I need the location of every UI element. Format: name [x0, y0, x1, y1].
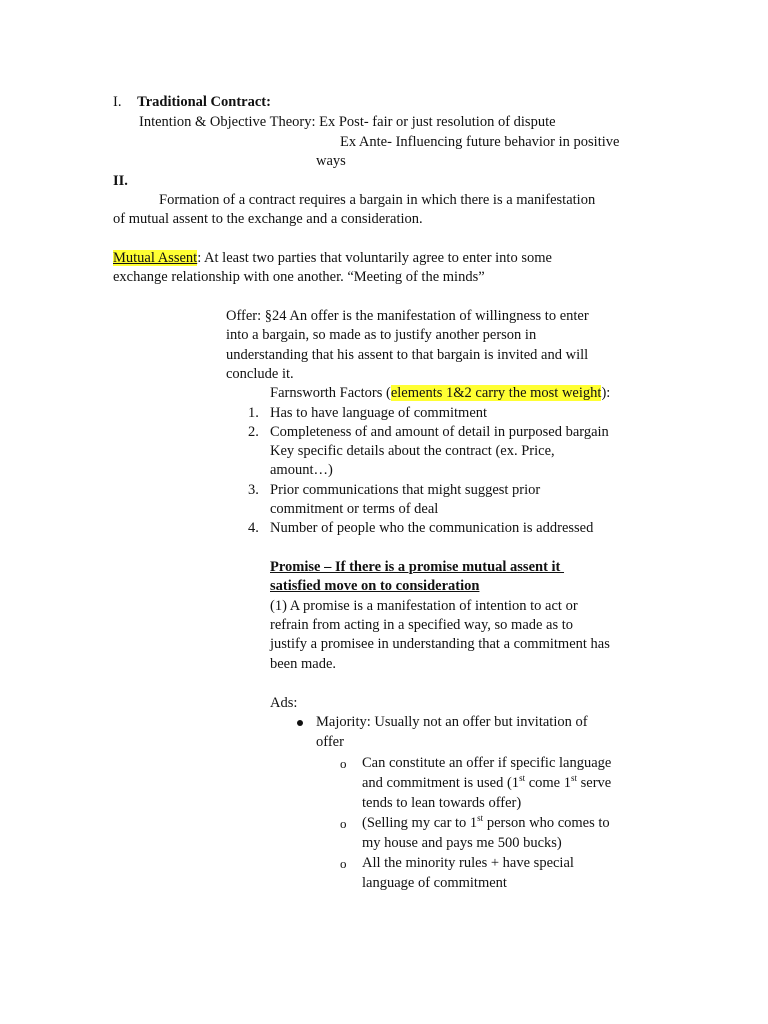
promise-definition-line-4: been made.	[270, 656, 337, 672]
theory-line-2: Ex Ante- Influencing future behavior in positive	[340, 134, 620, 150]
farnsworth-label: Farnsworth Factors (	[270, 385, 391, 401]
offer-line-4: conclude it.	[226, 366, 294, 382]
farnsworth-item-2-text: Key specific details about the contract (ex. Price,	[270, 443, 555, 459]
circle-bullet-icon: o	[340, 856, 347, 871]
farnsworth-item-3-text: Prior communications that might suggest prior	[270, 482, 541, 498]
offer-line-3: understanding that his assent to that bargain is invited and will	[226, 347, 589, 363]
section-1-title: Traditional Contract:	[137, 94, 271, 110]
mutual-assent-definition: : At least two parties that voluntarily agree to enter into some	[197, 250, 552, 266]
farnsworth-item-1-number: 1.	[248, 405, 259, 421]
section-2-numeral: II.	[113, 173, 128, 189]
theory-line-1: Intention & Objective Theory: Ex Post- fair or just resolution of dispute	[139, 114, 556, 130]
formation-line-1: Formation of a contract requires a bargain in which there is a manifestation	[159, 192, 596, 208]
formation-line-2: of mutual assent to the exchange and a consideration.	[113, 211, 423, 227]
farnsworth-item-2-text: Completeness of and amount of detail in purposed bargain	[270, 424, 609, 440]
ads-label: Ads:	[270, 695, 298, 711]
offer-line-2: into a bargain, so made as to justify another person in	[226, 327, 537, 343]
ads-sub-2-text-b: person who comes to	[483, 815, 610, 831]
promise-definition-line-2: refrain from acting in a specified way, so made as to	[270, 617, 574, 633]
farnsworth-item-1-text: Has to have language of commitment	[270, 405, 488, 421]
promise-definition-line-1: (1) A promise is a manifestation of intention to act or	[270, 598, 578, 614]
mutual-assent-term: Mutual Assent	[113, 250, 198, 266]
ads-majority-line-1: Majority: Usually not an offer but invitation of	[316, 714, 588, 730]
superscript: st	[477, 813, 484, 824]
superscript: st	[519, 773, 526, 784]
ads-sub-2-line-1	[362, 814, 610, 833]
farnsworth-item-4-number: 4.	[248, 520, 259, 536]
farnsworth-item-2-text: amount…)	[270, 462, 333, 478]
ads-sub-1-line-1: Can constitute an offer if specific language	[362, 755, 612, 771]
ads-sub-1-line-3: tends to lean towards offer)	[362, 795, 522, 811]
circle-bullet-icon: o	[340, 756, 347, 771]
farnsworth-heading	[270, 384, 610, 403]
ads-majority-line-2: offer	[316, 734, 344, 750]
section-1-heading	[113, 93, 271, 112]
farnsworth-label-suffix: ):	[601, 385, 611, 401]
bullet-icon	[297, 720, 303, 726]
ads-sub-1-text-a: and commitment is used (1	[362, 775, 520, 791]
superscript: st	[570, 773, 577, 784]
promise-definition-line-3: justify a promisee in understanding that a commitment has	[270, 636, 610, 652]
ads-sub-2-line-2: my house and pays me 500 bucks)	[362, 835, 562, 851]
mutual-assent-line-1	[113, 249, 552, 268]
ads-sub-1-text-c: serve	[577, 775, 612, 791]
circle-bullet-icon: o	[340, 816, 347, 831]
section-1-numeral: I.	[113, 94, 122, 110]
promise-heading-line-1: Promise – If there is a promise mutual assent it	[270, 559, 565, 575]
farnsworth-item-3-text: commitment or terms of deal	[270, 501, 439, 517]
offer-line-1: Offer: §24 An offer is the manifestation of willingness to enter	[226, 308, 589, 324]
theory-line-3: ways	[316, 153, 346, 169]
ads-sub-2-text-a: (Selling my car to 1	[362, 815, 478, 831]
ads-sub-3-line-2: language of commitment	[362, 875, 507, 891]
farnsworth-highlight: elements 1&2 carry the most weight	[390, 385, 602, 401]
farnsworth-item-3-number: 3.	[248, 482, 259, 498]
ads-sub-1-text-b: come 1	[525, 775, 571, 791]
ads-sub-3-line-1: All the minority rules + have special	[362, 855, 574, 871]
farnsworth-item-4-text: Number of people who the communication is addressed	[270, 520, 594, 536]
promise-heading-line-2: satisfied move on to consideration	[270, 578, 480, 594]
mutual-assent-line-2: exchange relationship with one another. “Meeting of the minds”	[113, 269, 485, 285]
farnsworth-item-2-number: 2.	[248, 424, 259, 440]
ads-sub-1-line-2	[362, 774, 611, 793]
